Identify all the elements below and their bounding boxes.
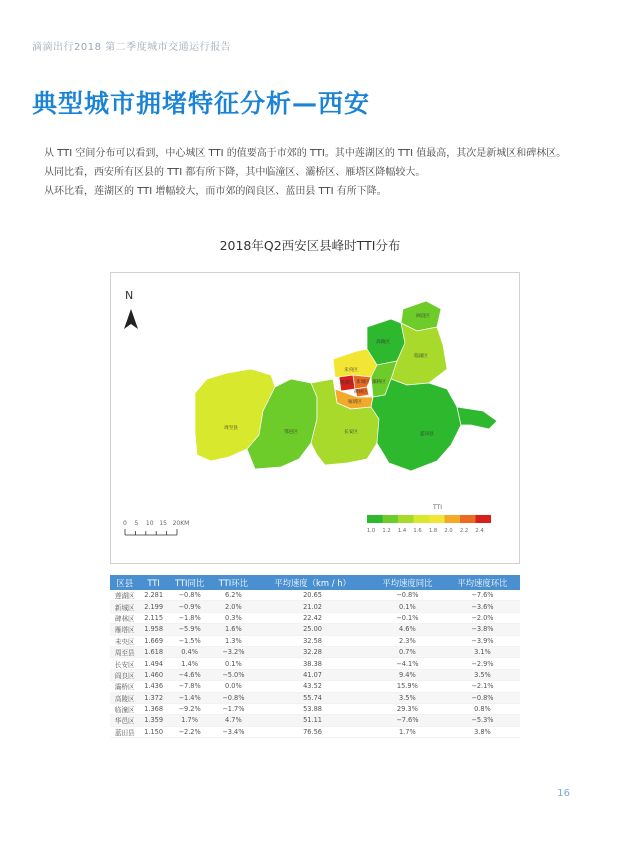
table-cell: 1.7% — [370, 726, 445, 737]
table-cell: 2.3% — [370, 635, 445, 646]
table-cell: −3.9% — [445, 635, 520, 646]
header-district: 区县 — [110, 575, 140, 590]
district-changan — [311, 379, 379, 465]
report-header: 滴滴出行2018 第二季度城市交通运行报告 — [32, 42, 232, 53]
table-cell: 32.58 — [255, 635, 370, 646]
table-cell: 2.115 — [140, 612, 168, 623]
table-cell: 0.1% — [212, 658, 256, 669]
label-yanliang: 阎良区 — [416, 314, 430, 319]
table-cell: 1.958 — [140, 624, 168, 635]
label-huyi: 鄠邑区 — [284, 430, 298, 435]
table-cell: −3.8% — [445, 624, 520, 635]
table-cell: 25.00 — [255, 624, 370, 635]
summary-line-1: 从 TTI 空间分布可以看到，中心城区 TTI 的值要高于市郊的 TTI。其中莲湖区的 TTI 值最高，其次是新城区和碑林区。 — [44, 148, 567, 159]
table-cell: 1.436 — [140, 681, 168, 692]
table-cell: 1.669 — [140, 635, 168, 646]
table-cell: 蓝田县 — [110, 726, 140, 737]
tti-map — [110, 272, 520, 564]
table-row — [110, 635, 520, 646]
table-cell: 43.52 — [255, 681, 370, 692]
table-cell: 0.7% — [370, 646, 445, 657]
page-title: 典型城市拥堵特征分析—西安 — [32, 89, 371, 118]
map-canvas — [111, 273, 519, 563]
table-cell: 莲湖区 — [110, 590, 140, 601]
table-cell: −3.2% — [212, 646, 256, 657]
label-beilin: 碑林区 — [354, 390, 368, 395]
table-row — [110, 703, 520, 714]
legend-swatch — [383, 515, 399, 523]
table-cell: 32.28 — [255, 646, 370, 657]
table-cell: 高陵区 — [110, 692, 140, 703]
table-cell: 4.7% — [212, 715, 256, 726]
table-cell: 76.56 — [255, 726, 370, 737]
label-xincheng: 新城区 — [356, 380, 370, 385]
header-tti-yoy: TTI同比 — [168, 575, 212, 590]
legend-swatch — [460, 515, 476, 523]
legend-swatch — [429, 515, 445, 523]
legend-tick-label: 1.4 — [397, 528, 407, 534]
scale-bar-label: 0 5 10 15 20KM — [123, 520, 190, 527]
district-lantian-tip — [457, 407, 497, 429]
table-cell: 0.3% — [212, 612, 256, 623]
table-cell: 2.281 — [140, 590, 168, 601]
table-row — [110, 590, 520, 601]
north-label: N — [125, 289, 134, 302]
header-avg-speed: 平均速度（km / h） — [255, 575, 370, 590]
header-tti-qoq: TTI环比 — [212, 575, 256, 590]
legend-tick-label: 2.2 — [459, 528, 469, 534]
table-cell: 3.5% — [445, 669, 520, 680]
table-row — [110, 669, 520, 680]
table-cell: −0.8% — [445, 692, 520, 703]
table-cell: 41.07 — [255, 669, 370, 680]
table-cell: −4.1% — [370, 658, 445, 669]
table-cell: 9.4% — [370, 669, 445, 680]
legend-swatch — [476, 515, 492, 523]
table-row — [110, 624, 520, 635]
legend-swatch — [367, 515, 383, 523]
header-tti: TTI — [140, 575, 168, 590]
table-cell: 2.0% — [212, 601, 256, 612]
legend-tick-label: 1.6 — [413, 528, 422, 534]
summary-line-2: 从同比看，西安所有区县的 TTI 都有所下降，其中临潼区、灞桥区、雁塔区降幅较大。 — [44, 167, 426, 178]
table-cell: 1.4% — [168, 658, 212, 669]
table-cell: −2.0% — [445, 612, 520, 623]
table-cell: 6.2% — [212, 590, 256, 601]
table-cell: −7.8% — [168, 681, 212, 692]
header-speed-qoq: 平均速度环比 — [445, 575, 520, 590]
table-cell: −7.6% — [445, 590, 520, 601]
table-cell: 0.0% — [212, 681, 256, 692]
table-cell: −1.4% — [168, 692, 212, 703]
table-cell: 53.88 — [255, 703, 370, 714]
label-lianhu: 莲湖区 — [340, 381, 354, 386]
label-weiyang: 未央区 — [344, 368, 358, 373]
table-cell: 21.02 — [255, 601, 370, 612]
table-cell: 华邑区 — [110, 715, 140, 726]
table-cell: 阎良区 — [110, 669, 140, 680]
legend-ticks — [367, 528, 484, 534]
table-cell: −3.6% — [445, 601, 520, 612]
table-cell: −0.8% — [370, 590, 445, 601]
label-baqiao: 灞桥区 — [372, 380, 386, 385]
table-cell: 新城区 — [110, 601, 140, 612]
table-row — [110, 601, 520, 612]
legend-swatches — [367, 515, 491, 523]
label-lintong: 临潼区 — [414, 354, 428, 359]
table-cell: 雁塔区 — [110, 624, 140, 635]
table-cell: 1.618 — [140, 646, 168, 657]
table-row — [110, 715, 520, 726]
table-cell: 15.9% — [370, 681, 445, 692]
legend-tick-label: 2.0 — [444, 528, 453, 534]
table-cell: 1.7% — [168, 715, 212, 726]
table-cell: 0.4% — [168, 646, 212, 657]
table-cell: −4.6% — [168, 669, 212, 680]
table-cell: 1.494 — [140, 658, 168, 669]
table-cell: 22.42 — [255, 612, 370, 623]
table-cell: 1.359 — [140, 715, 168, 726]
table-cell: −1.5% — [168, 635, 212, 646]
tti-table — [110, 575, 520, 738]
table-row — [110, 681, 520, 692]
table-cell: 未央区 — [110, 635, 140, 646]
table-header-row — [110, 575, 520, 590]
summary-line-3: 从环比看，莲湖区的 TTI 增幅较大，而市郊的阎良区、蓝田县 TTI 有所下降。 — [44, 186, 387, 197]
table-row — [110, 646, 520, 657]
table-cell: −5.9% — [168, 624, 212, 635]
table-cell: −1.7% — [212, 703, 256, 714]
table-cell: 1.3% — [212, 635, 256, 646]
table-cell: 1.150 — [140, 726, 168, 737]
label-gaoling: 高陵区 — [376, 340, 390, 345]
table-cell: 29.3% — [370, 703, 445, 714]
table-cell: −5.3% — [445, 715, 520, 726]
table-cell: 3.5% — [370, 692, 445, 703]
legend-tick-label: 1.0 — [366, 528, 376, 534]
legend-tick-label: 1.2 — [382, 528, 391, 534]
legend-swatch — [445, 515, 461, 523]
table-cell: 0.8% — [445, 703, 520, 714]
table-cell: 1.6% — [212, 624, 256, 635]
label-lantian: 蓝田县 — [420, 432, 434, 437]
table-cell: −2.1% — [445, 681, 520, 692]
table-cell: 2.199 — [140, 601, 168, 612]
table-cell: 3.8% — [445, 726, 520, 737]
table-cell: 临潼区 — [110, 703, 140, 714]
table-cell: 3.1% — [445, 646, 520, 657]
north-arrow-icon — [124, 309, 138, 329]
table-cell: −0.8% — [168, 590, 212, 601]
table-cell: 1.372 — [140, 692, 168, 703]
table-row — [110, 726, 520, 737]
legend-tick-label: 2.4 — [475, 528, 484, 534]
map-title: 2018年Q2西安区县峰时TTI分布 — [219, 238, 401, 253]
page-number: 16 — [557, 788, 570, 799]
legend-tick-label: 1.8 — [428, 528, 438, 534]
table-body — [110, 590, 520, 738]
table-cell: 4.6% — [370, 624, 445, 635]
table-cell: −7.6% — [370, 715, 445, 726]
table-cell: −0.1% — [370, 612, 445, 623]
scale-bar — [125, 529, 177, 535]
table-cell: 1.460 — [140, 669, 168, 680]
table-cell: 20.65 — [255, 590, 370, 601]
summary-paragraph — [44, 144, 604, 201]
table-cell: −5.0% — [212, 669, 256, 680]
table-cell: −3.4% — [212, 726, 256, 737]
label-yanta: 雁塔区 — [348, 400, 362, 405]
legend-swatch — [398, 515, 414, 523]
table-cell: −2.2% — [168, 726, 212, 737]
table-cell: 55.74 — [255, 692, 370, 703]
legend-title: TTI — [433, 504, 442, 511]
table-row — [110, 658, 520, 669]
table-cell: 碑林区 — [110, 612, 140, 623]
table-cell: 0.1% — [370, 601, 445, 612]
table-cell: −0.9% — [168, 601, 212, 612]
legend-swatch — [414, 515, 430, 523]
table-cell: −9.2% — [168, 703, 212, 714]
table-cell: 38.38 — [255, 658, 370, 669]
header-speed-yoy: 平均速度同比 — [370, 575, 445, 590]
table-cell: 周至县 — [110, 646, 140, 657]
table-cell: 1.368 — [140, 703, 168, 714]
table-cell: −1.8% — [168, 612, 212, 623]
table-row — [110, 612, 520, 623]
table-cell: −2.9% — [445, 658, 520, 669]
label-zhouzhi: 周至县 — [224, 426, 238, 431]
table-cell: 长安区 — [110, 658, 140, 669]
table-cell: 灞桥区 — [110, 681, 140, 692]
table-cell: −0.8% — [212, 692, 256, 703]
table-row — [110, 692, 520, 703]
table-cell: 51.11 — [255, 715, 370, 726]
label-changan: 长安区 — [344, 430, 358, 435]
